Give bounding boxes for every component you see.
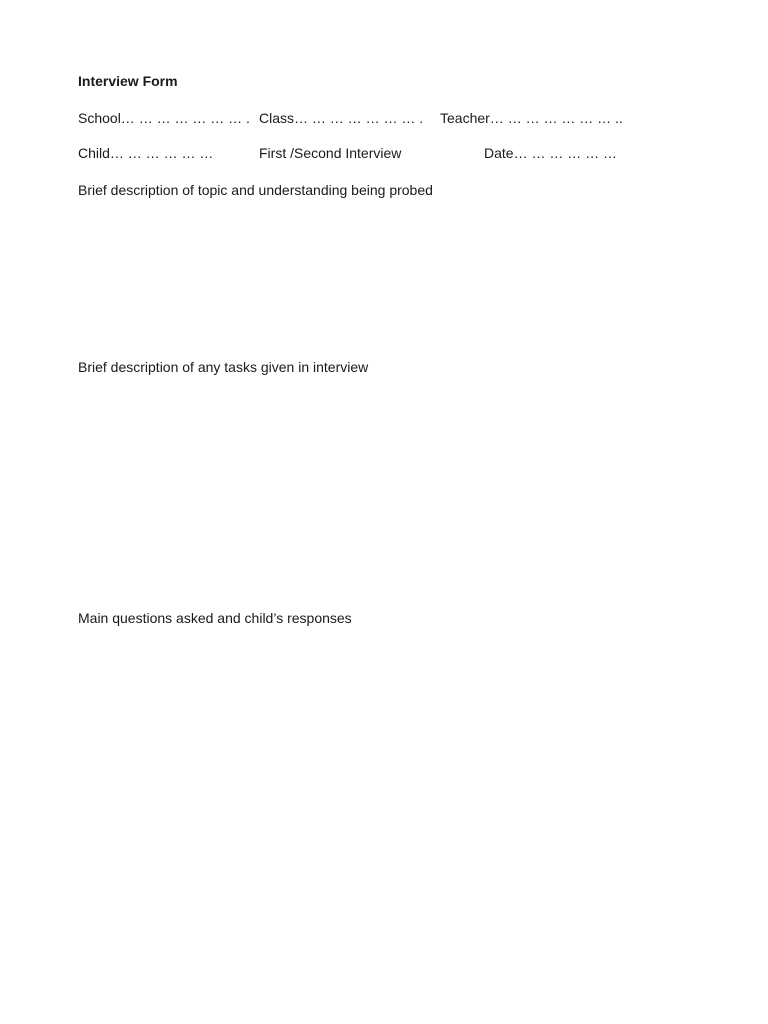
- school-field: School… … … … … … … .: [78, 110, 250, 126]
- questions-section-heading: Main questions asked and child’s responses: [78, 610, 352, 626]
- date-field: Date… … … … … …: [484, 145, 618, 161]
- child-field: Child… … … … … …: [78, 145, 214, 161]
- form-title: Interview Form: [78, 73, 178, 89]
- class-field: Class… … … … … … … .: [259, 110, 424, 126]
- topic-section-heading: Brief description of topic and understanding being probed: [78, 182, 433, 198]
- interview-number-field: First /Second Interview: [259, 145, 402, 161]
- teacher-field: Teacher… … … … … … … ..: [440, 110, 623, 126]
- tasks-section-heading: Brief description of any tasks given in interview: [78, 359, 369, 375]
